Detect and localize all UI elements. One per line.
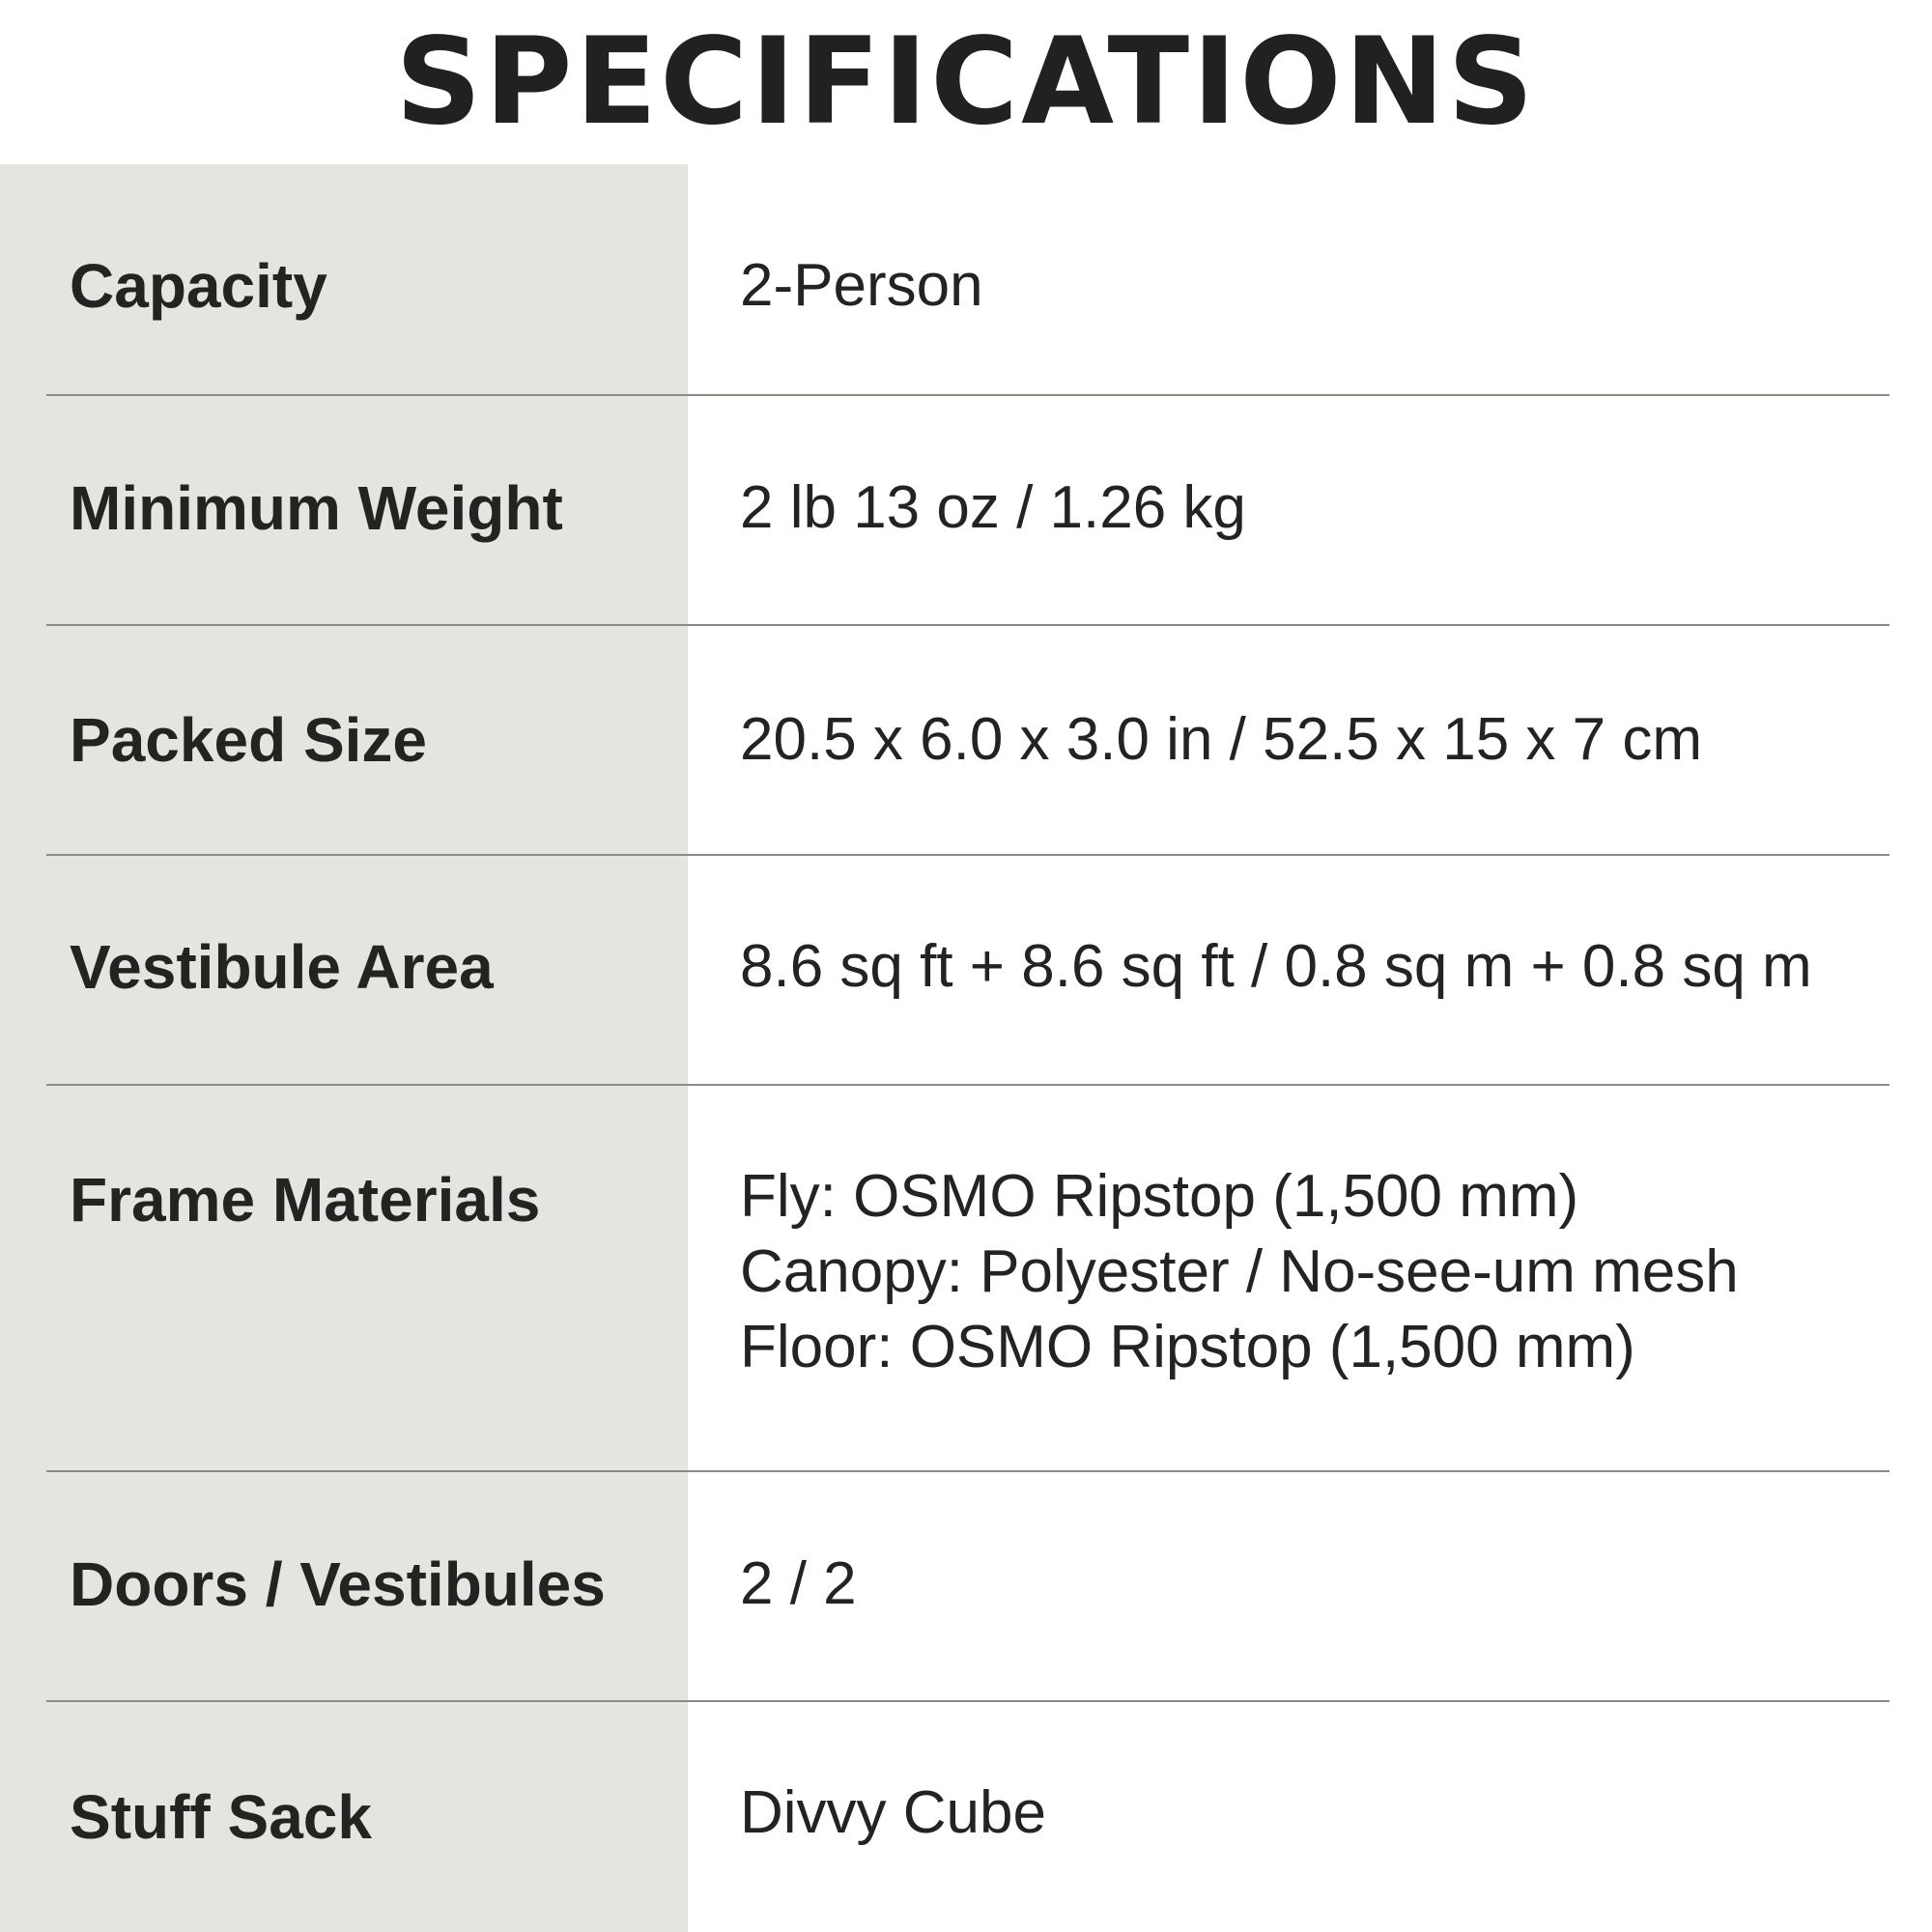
spec-label-stuff-sack: Stuff Sack [70, 1782, 372, 1852]
row-divider [46, 624, 1889, 626]
spec-value-line-floor: Floor: OSMO Ripstop (1,500 mm) [740, 1314, 1635, 1380]
label-column-background [0, 164, 688, 1932]
spec-label-packed-size: Packed Size [70, 705, 427, 775]
spec-value-stuff-sack: Divvy Cube [740, 1779, 1046, 1846]
spec-value-doors-vestibules: 2 / 2 [740, 1550, 857, 1617]
spec-label-vestibule-area: Vestibule Area [70, 932, 494, 1002]
spec-value-frame-materials [740, 1159, 1899, 1385]
row-divider [46, 1470, 1889, 1472]
row-divider [46, 394, 1889, 396]
row-divider [46, 854, 1889, 856]
spec-label-frame-materials: Frame Materials [70, 1165, 541, 1235]
spec-label-minimum-weight: Minimum Weight [70, 473, 563, 543]
spec-value-vestibule-area: 8.6 sq ft + 8.6 sq ft / 0.8 sq m + 0.8 sq m [740, 933, 1812, 1000]
spec-value-line-canopy: Canopy: Polyester / No-see-um mesh [740, 1238, 1739, 1305]
spec-value-minimum-weight: 2 lb 13 oz / 1.26 kg [740, 474, 1246, 541]
spec-label-capacity: Capacity [70, 251, 327, 321]
spec-value-capacity: 2-Person [740, 252, 983, 319]
row-divider [46, 1700, 1889, 1702]
spec-value-packed-size: 20.5 x 6.0 x 3.0 in / 52.5 x 15 x 7 cm [740, 706, 1702, 773]
row-divider [46, 1084, 1889, 1086]
spec-label-doors-vestibules: Doors / Vestibules [70, 1549, 606, 1619]
spec-value-line-fly: Fly: OSMO Ripstop (1,500 mm) [740, 1163, 1579, 1230]
page-title: SPECIFICATIONS [395, 13, 1537, 152]
